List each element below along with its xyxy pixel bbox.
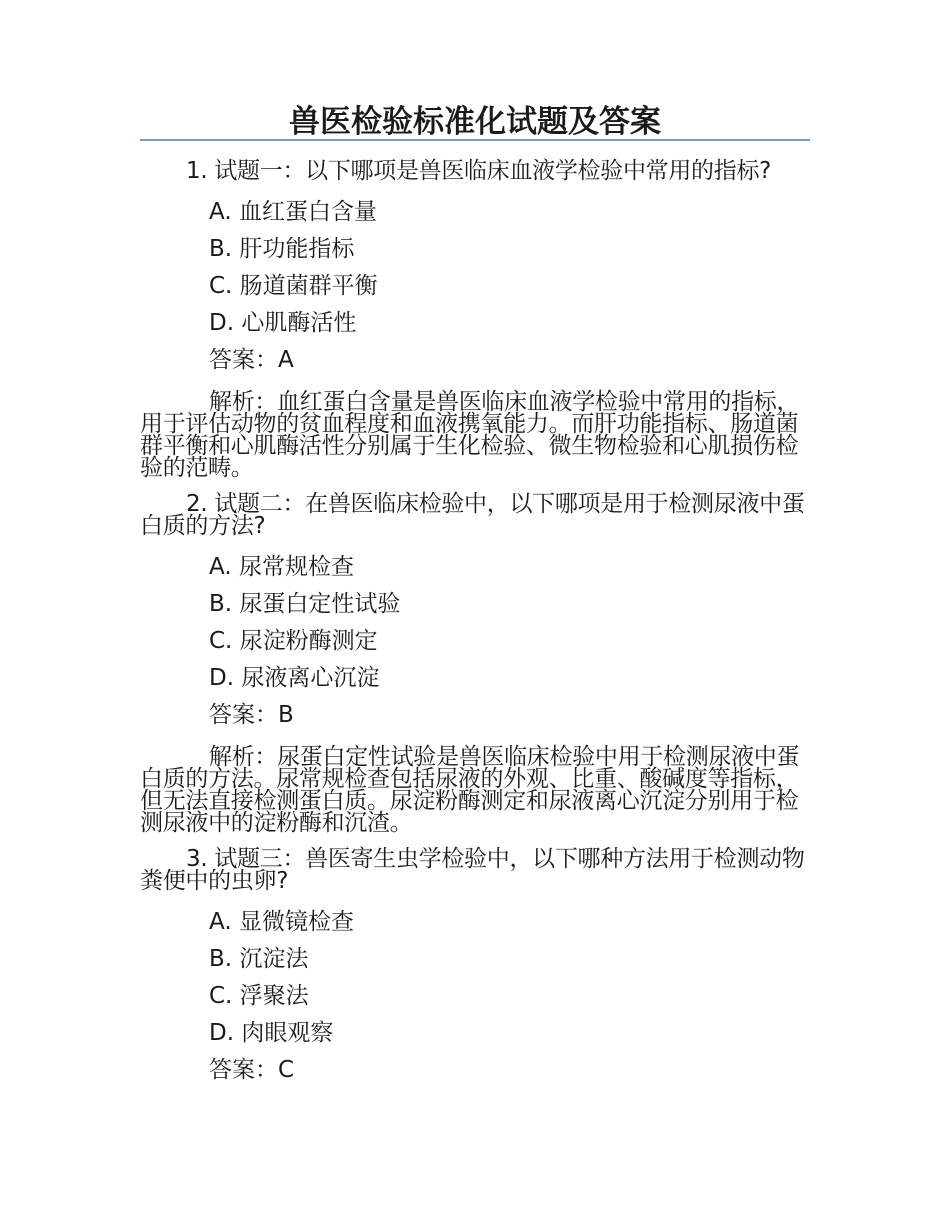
- question-stem: 3. 试题三：兽医寄生虫学检验中，以下哪种方法用于检测动物粪便中的虫卵?: [140, 846, 805, 894]
- option-d: D. 尿液离心沉淀: [209, 665, 380, 691]
- option-c: C. 浮聚法: [209, 983, 309, 1009]
- document-title: 兽医检验标准化试题及答案: [289, 104, 661, 140]
- explanation: 解析：血红蛋白含量是兽医临床血液学检验中常用的指标，用于评估动物的贫血程度和血液携氧能力。而肝功能指标、肠道菌群平衡和心肌酶活性分别属于生化检验、微生物检验和心肌损伤检验的范畴。: [140, 389, 800, 481]
- option-a: A. 尿常规检查: [209, 554, 354, 580]
- option-a: A. 显微镜检查: [209, 909, 354, 935]
- document-body: [140, 160, 810, 1089]
- option-b: B. 肝功能指标: [209, 236, 355, 262]
- option-c: C. 肠道菌群平衡: [209, 273, 378, 299]
- option-b: B. 尿蛋白定性试验: [209, 591, 401, 617]
- question-stem: 2. 试题二：在兽医临床检验中，以下哪项是用于检测尿液中蛋白质的方法?: [140, 491, 805, 539]
- explanation: 解析：尿蛋白定性试验是兽医临床检验中用于检测尿液中蛋白质的方法。尿常规检查包括尿液的外观、比重、酸碱度等指标，但无法直接检测蛋白质。尿淀粉酶测定和尿液离心沉淀分别用于检测尿液中的淀粉酶和沉渣。: [140, 744, 800, 836]
- answer-line: 答案：A: [209, 347, 294, 373]
- question-3: [140, 848, 810, 1089]
- option-d: D. 心肌酶活性: [209, 310, 357, 336]
- title-underline: [140, 139, 810, 141]
- option-c: C. 尿淀粉酶测定: [209, 628, 378, 654]
- answer-line: 答案：C: [209, 1057, 295, 1083]
- option-b: B. 沉淀法: [209, 946, 309, 972]
- question-1: [140, 160, 810, 493]
- option-d: D. 肉眼观察: [209, 1020, 334, 1046]
- answer-line: 答案：B: [209, 702, 294, 728]
- option-a: A. 血红蛋白含量: [209, 199, 377, 225]
- question-stem: 1. 试题一：以下哪项是兽医临床血液学检验中常用的指标?: [186, 158, 772, 184]
- question-2: [140, 493, 810, 848]
